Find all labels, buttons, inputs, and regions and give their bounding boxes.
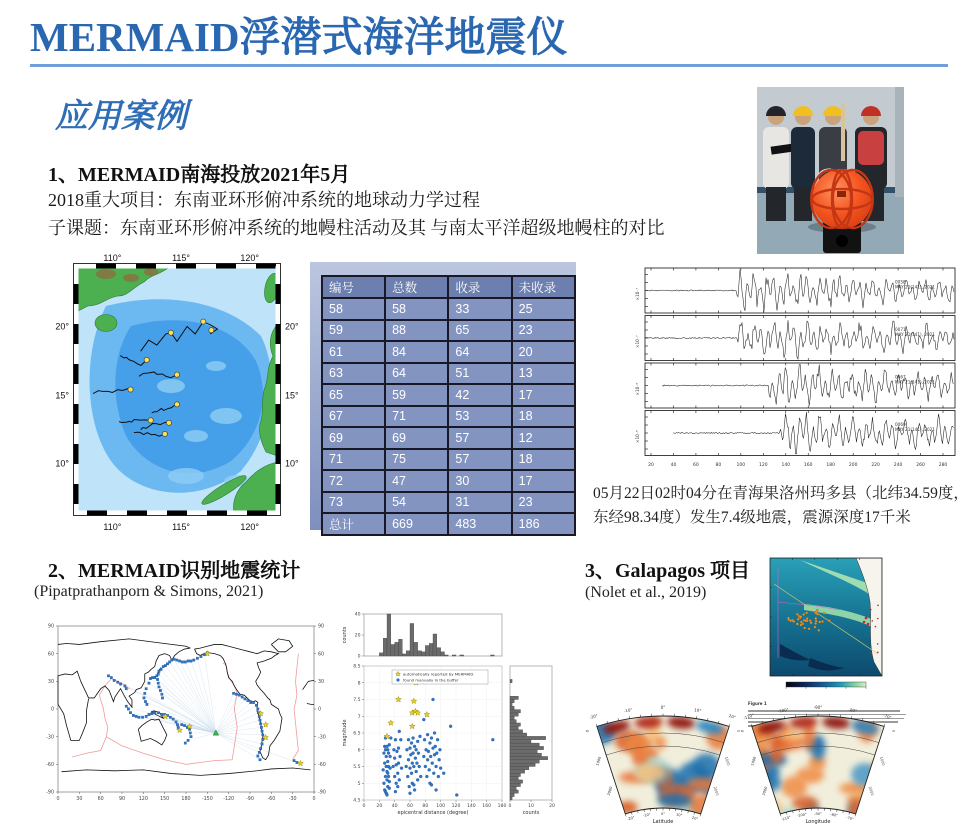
- svg-text:280: 280: [938, 463, 948, 468]
- tomography-latitude-image: [583, 699, 745, 827]
- svg-text:120: 120: [451, 804, 461, 809]
- svg-text:8.5: 8.5: [353, 664, 361, 670]
- table-cell: 84: [385, 341, 448, 363]
- svg-text:-30: -30: [318, 735, 326, 741]
- svg-text:90: 90: [47, 624, 54, 630]
- svg-text:-60: -60: [267, 797, 276, 802]
- svg-text:90: 90: [118, 797, 126, 802]
- svg-text:20: 20: [648, 463, 654, 468]
- svg-text:10°: 10°: [55, 458, 69, 469]
- table-row: [322, 449, 575, 471]
- svg-text:20°: 20°: [728, 713, 737, 720]
- svg-text:220: 220: [871, 463, 880, 468]
- svg-text:0°: 0°: [660, 705, 666, 710]
- svg-text:115°: 115°: [172, 253, 191, 263]
- svg-text:counts: counts: [522, 810, 540, 816]
- table-cell: 30: [448, 470, 511, 492]
- table-cell: 669: [385, 513, 448, 535]
- svg-text:10°: 10°: [675, 812, 683, 818]
- earthquake-caption: 05月22日02时04分在青海果洛州玛多县（北纬34.59度，东经98.34度）发生7.4级地震，震源深度17千米: [593, 485, 969, 527]
- svg-text:MAY 21(141), 2021: MAY 21(141), 2021: [895, 427, 935, 432]
- table-cell: 483: [448, 513, 511, 535]
- table-cell: 总计: [322, 513, 385, 535]
- tomography-longitude-image: [738, 699, 900, 827]
- svg-text:90: 90: [318, 624, 325, 630]
- svg-text:-70°: -70°: [882, 712, 893, 721]
- svg-text:10°: 10°: [285, 458, 299, 469]
- table-cell: 72: [322, 470, 385, 492]
- svg-text:-150: -150: [201, 797, 213, 802]
- svg-text:20: 20: [376, 804, 383, 809]
- table-cell: 23: [512, 320, 575, 342]
- table-cell: 73: [322, 492, 385, 514]
- svg-text:-20°: -20°: [588, 712, 599, 721]
- svg-text:20: 20: [549, 804, 555, 809]
- svg-text:1000: 1000: [723, 756, 731, 767]
- galapagos-figure: [744, 556, 912, 706]
- svg-text:0: 0: [891, 729, 896, 733]
- table-cell: 57: [448, 449, 511, 471]
- svg-text:-110°: -110°: [742, 712, 755, 721]
- svg-text:0069: 0069: [895, 422, 906, 427]
- svg-text:10: 10: [528, 804, 534, 809]
- svg-text:7.5: 7.5: [353, 698, 361, 704]
- table-header-cell: 未收录: [512, 276, 575, 298]
- table-row: [322, 492, 575, 514]
- table-cell: 53: [448, 406, 511, 428]
- svg-text:120: 120: [138, 797, 148, 802]
- svg-text:0°: 0°: [660, 812, 666, 816]
- table-cell: 61: [322, 341, 385, 363]
- table-header-row: [322, 276, 575, 298]
- svg-text:×10⁻⁶: ×10⁻⁶: [635, 382, 640, 396]
- svg-text:-100°: -100°: [796, 812, 808, 818]
- tomography-section-latitude: [583, 699, 745, 827]
- svg-text:0058: 0058: [895, 279, 906, 285]
- svg-text:4.5: 4.5: [353, 798, 361, 804]
- svg-text:60: 60: [407, 804, 413, 809]
- table-row: [322, 427, 575, 449]
- svg-text:epicentral distance (degree): epicentral distance (degree): [397, 810, 469, 816]
- section3-citation: (Nolet et al., 2019): [585, 584, 707, 601]
- svg-text:magnitude: magnitude: [342, 719, 348, 747]
- svg-text:-10°: -10°: [642, 812, 651, 818]
- section1-line2: 子课题：东南亚环形俯冲系统的地幔柱活动及其 与南太平洋超级地幔柱的对比: [48, 218, 665, 238]
- svg-text:40: 40: [354, 612, 361, 618]
- svg-text:120: 120: [759, 463, 768, 468]
- section1-line1: 2018重大项目：东南亚环形俯冲系统的地球动力学过程: [48, 190, 480, 210]
- svg-text:30: 30: [318, 679, 325, 685]
- svg-text:-30: -30: [288, 797, 297, 802]
- svg-text:0: 0: [740, 729, 745, 733]
- svg-text:MAY 21(141), 2021: MAY 21(141), 2021: [895, 332, 935, 337]
- deployment-photo: [757, 87, 904, 254]
- table-row: [322, 341, 575, 363]
- svg-text:-80°: -80°: [848, 707, 858, 714]
- table-cell: 71: [385, 406, 448, 428]
- svg-text:-80°: -80°: [830, 812, 839, 818]
- table-row: [322, 298, 575, 320]
- svg-text:1000: 1000: [595, 756, 603, 767]
- svg-text:-120: -120: [223, 797, 235, 802]
- galapagos-map-image: [744, 556, 912, 690]
- svg-text:15°: 15°: [55, 390, 69, 401]
- svg-text:-30: -30: [46, 735, 54, 741]
- table-row: [322, 406, 575, 428]
- svg-text:115°: 115°: [172, 522, 191, 532]
- svg-text:30: 30: [76, 797, 83, 802]
- table-cell: 67: [322, 406, 385, 428]
- svg-text:100: 100: [436, 804, 446, 809]
- svg-text:0: 0: [585, 729, 590, 733]
- table-cell: 13: [512, 363, 575, 385]
- page-title: MERMAID浮潜式海洋地震仪: [30, 14, 568, 60]
- svg-text:60: 60: [47, 652, 54, 658]
- section2-heading: 2、MERMAID识别地震统计: [48, 560, 301, 582]
- svg-text:×10⁻⁶: ×10⁻⁶: [635, 430, 640, 443]
- svg-text:-100°: -100°: [777, 706, 790, 714]
- table-cell: 69: [385, 427, 448, 449]
- table-cell: 59: [322, 320, 385, 342]
- table-cell: 59: [385, 384, 448, 406]
- svg-text:200: 200: [848, 463, 858, 468]
- svg-text:120°: 120°: [240, 253, 260, 263]
- statistics-table-panel: [310, 262, 576, 530]
- svg-text:110°: 110°: [103, 522, 122, 532]
- table-cell: 69: [322, 427, 385, 449]
- table-cell: 186: [512, 513, 575, 535]
- svg-text:-70°: -70°: [845, 815, 855, 822]
- svg-text:60: 60: [318, 652, 325, 658]
- table-row: [322, 384, 575, 406]
- svg-text:180: 180: [181, 797, 191, 802]
- table-cell: 31: [448, 492, 511, 514]
- svg-text:0: 0: [318, 707, 322, 713]
- table-cell: 25: [512, 298, 575, 320]
- svg-text:0: 0: [357, 654, 361, 660]
- seismograms-image: [605, 262, 973, 480]
- table-cell: 51: [448, 363, 511, 385]
- tomography-section-longitude: [738, 699, 900, 827]
- svg-text:MAY 21(141), 2021: MAY 21(141), 2021: [895, 379, 935, 385]
- subtitle: 应用案例: [55, 99, 187, 135]
- table-cell: 65: [322, 384, 385, 406]
- svg-text:110°: 110°: [103, 253, 122, 263]
- svg-text:2000: 2000: [712, 786, 720, 797]
- svg-text:20°: 20°: [55, 321, 69, 332]
- svg-text:-10°: -10°: [623, 707, 633, 714]
- table-cell: 71: [322, 449, 385, 471]
- svg-text:-90: -90: [246, 797, 254, 802]
- section1-heading: 1、MERMAID南海投放2021年5月: [48, 164, 351, 186]
- table-row: [322, 513, 575, 535]
- section2-citation: (Pipatprathanporn & Simons, 2021): [34, 583, 264, 600]
- svg-text:2000: 2000: [606, 786, 614, 797]
- svg-text:180: 180: [497, 804, 507, 809]
- distance-magnitude-chart: [334, 604, 562, 827]
- table-cell: 17: [512, 384, 575, 406]
- svg-text:counts: counts: [342, 626, 348, 644]
- table-cell: 57: [448, 427, 511, 449]
- table-cell: 54: [385, 492, 448, 514]
- table-row: [322, 320, 575, 342]
- svg-text:150: 150: [160, 797, 170, 802]
- table-header-cell: 编号: [322, 276, 385, 298]
- svg-text:240: 240: [893, 463, 903, 468]
- svg-text:0: 0: [736, 729, 741, 733]
- svg-text:Latitude: Latitude: [652, 819, 674, 825]
- svg-text:140: 140: [781, 463, 791, 468]
- table-cell: 20: [512, 341, 575, 363]
- figure-label: Figure 1: [748, 701, 767, 706]
- svg-text:×10⁻⁷: ×10⁻⁷: [635, 335, 640, 348]
- seismograms-figure: [605, 262, 973, 480]
- table-cell: 58: [385, 298, 448, 320]
- svg-text:140: 140: [466, 804, 476, 809]
- svg-text:120°: 120°: [240, 522, 260, 532]
- table-cell: 65: [448, 320, 511, 342]
- svg-text:2000: 2000: [867, 786, 875, 797]
- svg-text:160: 160: [482, 804, 492, 809]
- distance-magnitude-chart-image: [334, 604, 562, 827]
- table-cell: 75: [385, 449, 448, 471]
- svg-text:2000: 2000: [761, 786, 769, 797]
- table-cell: 12: [512, 427, 575, 449]
- svg-text:260: 260: [916, 463, 925, 468]
- svg-text:30: 30: [47, 679, 54, 685]
- svg-text:0: 0: [362, 804, 366, 809]
- svg-text:0067: 0067: [895, 374, 906, 380]
- svg-text:-60: -60: [318, 762, 326, 768]
- table-cell: 17: [512, 470, 575, 492]
- table-header-cell: 收录: [448, 276, 511, 298]
- svg-text:8: 8: [357, 681, 361, 687]
- svg-text:Longitude: Longitude: [805, 819, 831, 825]
- world-seismicity-map: [36, 614, 332, 821]
- table-cell: 64: [448, 341, 511, 363]
- table-cell: 88: [385, 320, 448, 342]
- svg-text:60: 60: [97, 797, 104, 802]
- svg-text:-110°: -110°: [780, 815, 792, 822]
- svg-text:0: 0: [56, 797, 60, 802]
- svg-text:×10⁻⁷: ×10⁻⁷: [635, 287, 640, 301]
- table-row: [322, 363, 575, 385]
- svg-text:-90: -90: [46, 790, 54, 796]
- table-cell: 18: [512, 406, 575, 428]
- table-cell: 64: [385, 363, 448, 385]
- svg-text:-20°: -20°: [626, 815, 636, 822]
- deployment-photo-image: [757, 87, 904, 254]
- table-cell: 42: [448, 384, 511, 406]
- data-table: [321, 275, 576, 536]
- table-cell: 23: [512, 492, 575, 514]
- world-seismicity-map-image: [36, 614, 332, 821]
- svg-text:6: 6: [357, 748, 361, 754]
- svg-text:-90°: -90°: [813, 705, 823, 710]
- south-china-sea-map-image: [52, 250, 302, 537]
- svg-text:-60: -60: [46, 762, 54, 768]
- svg-text:5: 5: [357, 781, 361, 787]
- svg-text:automatically reported by MERM: automatically reported by MERMAID: [403, 671, 474, 677]
- table-header-cell: 总数: [385, 276, 448, 298]
- table-cell: 58: [322, 298, 385, 320]
- section3-heading: 3、Galapagos 项目: [585, 560, 751, 582]
- svg-text:15°: 15°: [285, 390, 299, 401]
- svg-text:80: 80: [422, 804, 429, 809]
- svg-text:0071: 0071: [895, 327, 906, 332]
- table-cell: 63: [322, 363, 385, 385]
- svg-text:0: 0: [50, 707, 54, 713]
- svg-text:7: 7: [357, 714, 361, 720]
- svg-text:180: 180: [826, 463, 835, 468]
- title-divider: [30, 64, 948, 67]
- table-cell: 18: [512, 449, 575, 471]
- svg-text:-90°: -90°: [814, 812, 822, 816]
- svg-text:1000: 1000: [750, 756, 758, 767]
- table-row: [322, 470, 575, 492]
- svg-text:40: 40: [670, 463, 677, 468]
- svg-text:6.5: 6.5: [353, 731, 361, 737]
- svg-text:MAY 21(141), 2021: MAY 21(141), 2021: [895, 284, 935, 290]
- table-cell: 47: [385, 470, 448, 492]
- svg-text:5.5: 5.5: [353, 765, 361, 771]
- svg-text:20: 20: [354, 633, 361, 639]
- svg-text:20°: 20°: [691, 815, 699, 822]
- svg-text:80: 80: [715, 463, 722, 468]
- svg-text:160: 160: [803, 463, 813, 468]
- south-china-sea-map: [52, 250, 302, 537]
- svg-text:-90: -90: [318, 790, 326, 796]
- svg-text:40: 40: [391, 804, 398, 809]
- svg-text:0: 0: [312, 797, 316, 802]
- svg-text:60: 60: [693, 463, 699, 468]
- svg-text:10°: 10°: [693, 707, 702, 714]
- svg-text:20°: 20°: [285, 321, 299, 332]
- svg-text:1000: 1000: [878, 756, 886, 767]
- svg-text:found manually in the buffer: found manually in the buffer: [403, 677, 459, 683]
- svg-text:100: 100: [736, 463, 746, 468]
- table-cell: 33: [448, 298, 511, 320]
- svg-text:0: 0: [508, 804, 512, 809]
